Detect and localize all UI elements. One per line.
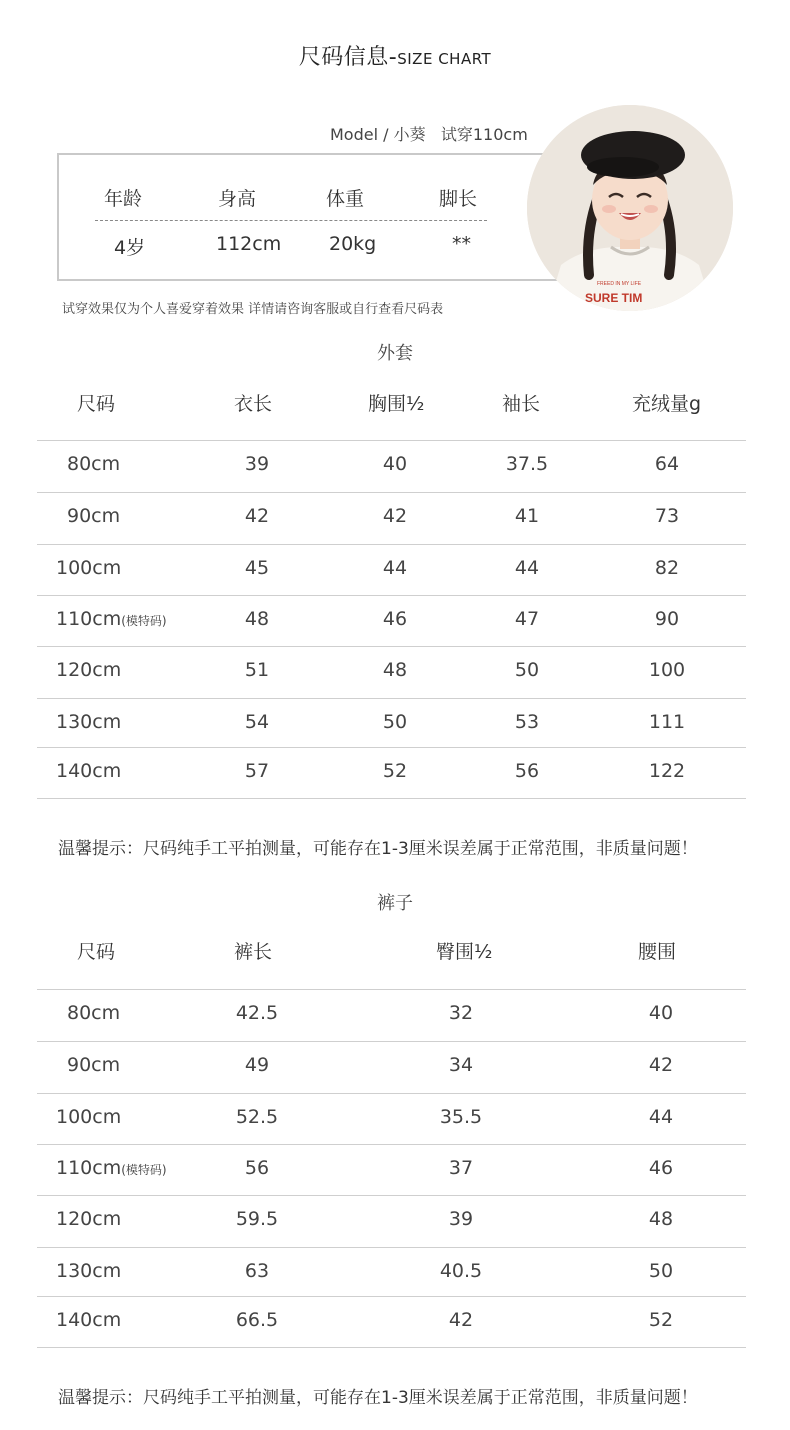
coat-row-size <box>56 760 121 782</box>
title-en: SIZE CHART <box>397 50 492 68</box>
pants-cell: 42 <box>648 1054 674 1076</box>
pants-cell: 63 <box>244 1260 270 1282</box>
model-value-height: 112cm <box>216 233 282 255</box>
coat-cell: 45 <box>244 557 270 579</box>
pants-cell: 49 <box>244 1054 270 1076</box>
coat-size-label: 110cm <box>56 608 122 630</box>
coat-cell: 122 <box>648 760 686 782</box>
coat-tip: 温馨提示：尺码纯手工平拍测量，可能存在1-3厘米误差属于正常范围，非质量问题！ <box>58 839 698 859</box>
coat-section-title: 外套 <box>377 343 413 364</box>
coat-cell: 44 <box>382 557 408 579</box>
coat-cell: 42 <box>244 505 270 527</box>
model-header-height: 身高 <box>218 188 257 210</box>
coat-cell: 46 <box>382 608 408 630</box>
pants-tip: 温馨提示：尺码纯手工平拍测量，可能存在1-3厘米误差属于正常范围，非质量问题！ <box>58 1388 698 1408</box>
model-photo-illustration <box>527 105 733 311</box>
pants-row-size <box>56 1157 167 1179</box>
pants-row-size <box>56 1106 121 1128</box>
pants-row-divider <box>37 1296 746 1297</box>
pants-cell: 59.5 <box>235 1208 279 1230</box>
shirt-small-text: FREED IN MY LIFE <box>597 281 642 287</box>
coat-cell: 111 <box>648 711 686 733</box>
pants-section-title: 裤子 <box>377 893 413 914</box>
pants-size-label: 80cm <box>67 1002 121 1024</box>
coat-row-size <box>56 659 121 681</box>
coat-cell: 73 <box>654 505 680 527</box>
coat-cell: 47 <box>514 608 540 630</box>
model-photo <box>527 105 733 311</box>
coat-cell: 51 <box>244 659 270 681</box>
coat-cell: 40 <box>382 453 408 475</box>
model-header-foot: 脚长 <box>439 188 478 210</box>
pants-table-bottom-line <box>37 1347 746 1348</box>
coat-size-label: 100cm <box>56 557 122 579</box>
pants-cell: 35.5 <box>439 1106 483 1128</box>
coat-size-label: 120cm <box>56 659 122 681</box>
pants-cell: 50 <box>648 1260 674 1282</box>
coat-cell: 48 <box>244 608 270 630</box>
coat-row-divider <box>37 492 746 493</box>
pants-size-label: 140cm <box>56 1309 122 1331</box>
coat-row-size <box>56 557 121 579</box>
coat-cell: 52 <box>382 760 408 782</box>
coat-row-size <box>56 711 121 733</box>
pants-row-divider <box>37 989 746 990</box>
coat-size-label: 90cm <box>67 505 121 527</box>
pants-row-divider <box>37 1041 746 1042</box>
model-value-foot: ** <box>452 233 471 255</box>
coat-row-divider <box>37 440 746 441</box>
model-disclaimer: 试穿效果仅为个人喜爱穿着效果 详情请咨询客服或自行查看尺码表 <box>62 302 444 317</box>
pants-row-size <box>56 1260 121 1282</box>
model-header-weight: 体重 <box>326 188 365 210</box>
coat-size-label: 80cm <box>67 453 121 475</box>
coat-cell: 48 <box>382 659 408 681</box>
coat-header-chest: 胸围½ <box>368 393 425 415</box>
pants-header-length: 裤长 <box>234 941 273 963</box>
pants-size-label: 110cm <box>56 1157 122 1179</box>
model-header-age: 年龄 <box>104 188 143 210</box>
coat-cell: 56 <box>514 760 540 782</box>
pants-cell: 40.5 <box>439 1260 483 1282</box>
coat-row-divider <box>37 544 746 545</box>
pants-cell: 52.5 <box>235 1106 279 1128</box>
pants-cell: 48 <box>648 1208 674 1230</box>
coat-row-divider <box>37 747 746 748</box>
coat-row-size <box>67 505 120 527</box>
pants-cell: 32 <box>448 1002 474 1024</box>
coat-header-length: 衣长 <box>234 393 273 415</box>
page-title <box>0 40 790 71</box>
pants-cell: 46 <box>648 1157 674 1179</box>
coat-header-size: 尺码 <box>77 393 116 415</box>
coat-cell: 39 <box>244 453 270 475</box>
pants-header-size: 尺码 <box>77 941 116 963</box>
coat-cell: 50 <box>514 659 540 681</box>
pants-cell: 52 <box>648 1309 674 1331</box>
coat-row-size <box>56 608 167 630</box>
coat-row-divider <box>37 646 746 647</box>
pants-cell: 44 <box>648 1106 674 1128</box>
pants-cell: 42 <box>448 1309 474 1331</box>
pants-cell: 34 <box>448 1054 474 1076</box>
coat-cell: 44 <box>514 557 540 579</box>
model-value-age: 4岁 <box>114 237 146 259</box>
pants-cell: 40 <box>648 1002 674 1024</box>
model-value-weight: 20kg <box>329 233 377 255</box>
pants-row-size <box>67 1054 120 1076</box>
pants-header-waist: 腰围 <box>638 941 677 963</box>
coat-cell: 42 <box>382 505 408 527</box>
pants-size-label: 130cm <box>56 1260 122 1282</box>
coat-cell: 100 <box>648 659 686 681</box>
pants-cell: 37 <box>448 1157 474 1179</box>
coat-table-bottom-line <box>37 798 746 799</box>
coat-row-size <box>67 453 120 475</box>
coat-cell: 53 <box>514 711 540 733</box>
pants-cell: 56 <box>244 1157 270 1179</box>
coat-row-divider <box>37 595 746 596</box>
pants-row-size <box>67 1002 120 1024</box>
pants-size-label: 120cm <box>56 1208 122 1230</box>
coat-model-size-note: (模特码) <box>121 614 167 628</box>
pants-row-divider <box>37 1195 746 1196</box>
pants-row-size <box>56 1208 121 1230</box>
coat-header-sleeve: 袖长 <box>502 393 541 415</box>
coat-cell: 82 <box>654 557 680 579</box>
coat-cell: 90 <box>654 608 680 630</box>
coat-row-divider <box>37 698 746 699</box>
coat-cell: 57 <box>244 760 270 782</box>
model-line: Model / 小葵 试穿110cm <box>330 125 528 144</box>
coat-header-down-fill: 充绒量g <box>632 393 702 415</box>
coat-size-label: 140cm <box>56 760 122 782</box>
coat-cell: 64 <box>654 453 680 475</box>
pants-size-label: 100cm <box>56 1106 122 1128</box>
coat-cell: 41 <box>514 505 540 527</box>
coat-cell: 37.5 <box>505 453 549 475</box>
coat-cell: 50 <box>382 711 408 733</box>
pants-cell: 39 <box>448 1208 474 1230</box>
coat-cell: 54 <box>244 711 270 733</box>
pants-cell: 42.5 <box>235 1002 279 1024</box>
pants-size-label: 90cm <box>67 1054 121 1076</box>
pants-cell: 66.5 <box>235 1309 279 1331</box>
coat-size-label: 130cm <box>56 711 122 733</box>
model-divider <box>95 220 487 221</box>
shirt-text: SURE TIM <box>585 291 643 305</box>
title-cn: 尺码信息- <box>298 45 398 70</box>
pants-row-divider <box>37 1144 746 1145</box>
pants-model-size-note: (模特码) <box>121 1163 167 1177</box>
model-info-box <box>57 153 557 281</box>
pants-row-divider <box>37 1247 746 1248</box>
pants-row-divider <box>37 1093 746 1094</box>
pants-row-size <box>56 1309 121 1331</box>
pants-header-hip: 臀围½ <box>436 941 493 963</box>
